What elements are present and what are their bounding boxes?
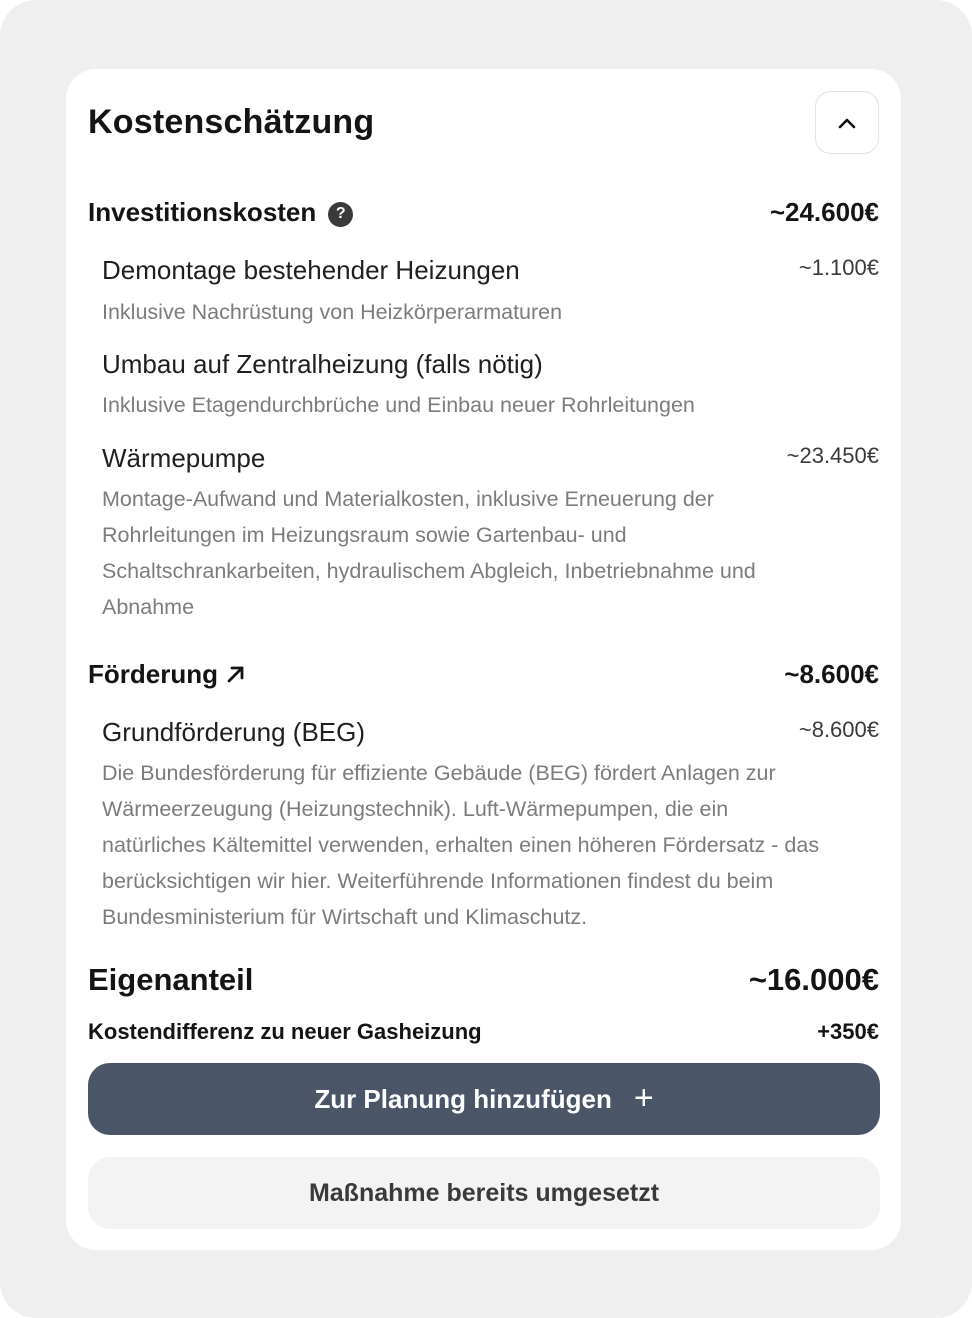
funding-label[interactable]: Förderung xyxy=(88,659,218,689)
add-to-plan-label: Zur Planung hinzufügen xyxy=(314,1083,612,1114)
item-description-waermepumpe: Montage-Aufwand und Materialkosten, inklusive Erneuerung der Rohrleitungen im Heizungsraum sowie Gartenbau- und Schaltschrankarbeiten, hydraulischem Abgleich, Inbetriebnahme und Abnahme xyxy=(102,487,756,619)
item-title-grundfoerderung: Grundförderung (BEG) xyxy=(102,717,366,747)
collapse-button[interactable] xyxy=(815,91,879,154)
item-title-waermepumpe: Wärmepumpe xyxy=(102,443,266,473)
add-to-plan-button[interactable] xyxy=(88,1063,880,1135)
item-description-grundfoerderung: Die Bundesförderung für effiziente Gebäude (BEG) fördert Anlagen zur Wärmeerzeugung (Heizungstechnik). Luft-Wärmepumpen, die ein natürliches Kältemittel verwenden, erhalten einen höheren Fördersatz - das berücksichtigen wir hier. Weiterführende Informationen findest du beim Bundesministerium für Wirtschaft und Klimaschutz. xyxy=(102,761,820,929)
arrow-up-right-icon[interactable] xyxy=(226,664,246,684)
investment-label: Investitionskosten xyxy=(88,197,317,227)
card-title: Kostenschätzung xyxy=(88,103,375,141)
cost-difference-value: +350€ xyxy=(817,1019,879,1044)
chevron-up-icon xyxy=(837,117,857,129)
item-description-zentralheizung: Inklusive Etagendurchbrüche und Einbau neuer Rohrleitungen xyxy=(102,393,695,417)
help-icon[interactable]: ? xyxy=(328,202,353,227)
item-title-zentralheizung: Umbau auf Zentralheizung (falls nötig) xyxy=(102,349,543,379)
item-description-demontage: Inklusive Nachrüstung von Heizkörperarmaturen xyxy=(102,300,563,324)
item-value-demontage: ~1.100€ xyxy=(798,255,879,280)
already-implemented-button[interactable] xyxy=(88,1157,880,1229)
item-value-waermepumpe: ~23.450€ xyxy=(786,443,879,468)
funding-total: ~8.600€ xyxy=(784,659,879,689)
cost-estimate-card xyxy=(66,69,901,1250)
item-value-grundfoerderung: ~8.600€ xyxy=(798,717,879,742)
own-share-label: Eigenanteil xyxy=(88,962,254,997)
already-implemented-label: Maßnahme bereits umgesetzt xyxy=(308,1178,660,1207)
funding-section-label[interactable] xyxy=(88,659,246,690)
investment-section-label xyxy=(88,197,353,228)
plus-icon: + xyxy=(633,1078,654,1117)
cost-difference-label: Kostendifferenz zu neuer Gasheizung xyxy=(88,1019,482,1044)
own-share-value: ~16.000€ xyxy=(748,962,879,997)
investment-total: ~24.600€ xyxy=(769,197,879,227)
item-title-demontage: Demontage bestehender Heizungen xyxy=(102,255,520,285)
